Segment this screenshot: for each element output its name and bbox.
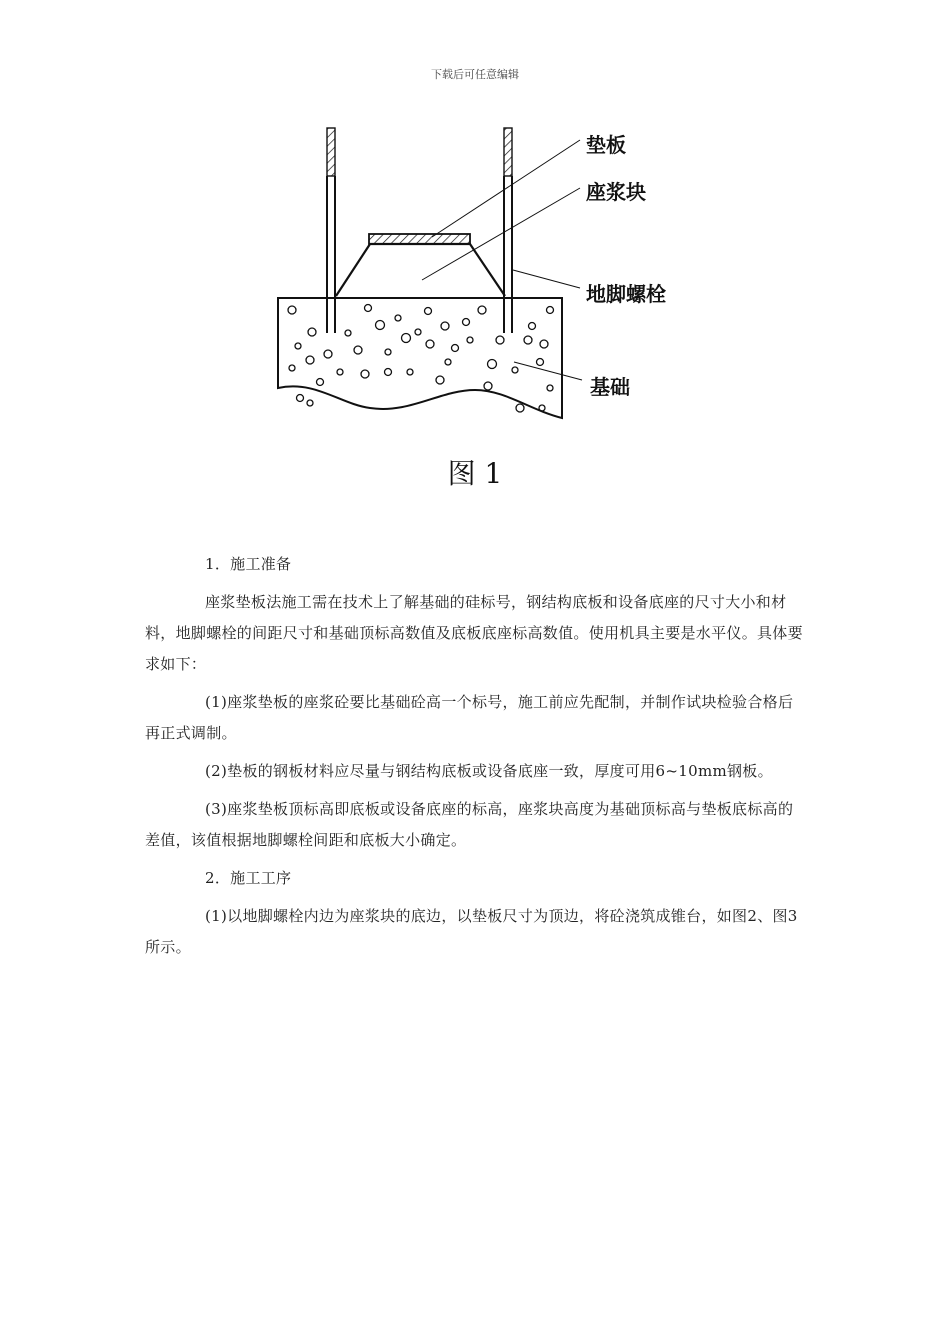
leader-foundation [514, 362, 582, 380]
leader-anchor-bolt [513, 270, 580, 288]
pad-plate [369, 234, 470, 244]
figure-caption: 图 1 [447, 457, 503, 490]
body-text [145, 549, 805, 970]
section-1-item-2: (2)垫板的钢板材料应尽量与钢结构底板或设备底座一致，厚度可用6~10mm钢板。 [205, 762, 773, 780]
label-grout-block: 座浆块 [586, 180, 646, 204]
label-pad: 垫板 [586, 133, 626, 157]
section-2-item-1: (1)以地脚螺栓内边为座浆块的底边，以垫板尺寸为顶边，将砼浇筑成锥台，如图2、图3所示。 [145, 907, 798, 956]
section-1-title: 1．施工准备 [205, 555, 292, 573]
label-anchor-bolt: 地脚螺栓 [586, 282, 666, 306]
grout-block [336, 244, 505, 296]
section-2-title: 2．施工工序 [205, 869, 292, 887]
page-header: 下载后可任意编辑 [431, 68, 519, 81]
foundation-block [278, 298, 562, 418]
figure-1 [270, 118, 690, 428]
anchor-bolt-left [327, 128, 335, 333]
section-1-paragraph: 座浆垫板法施工需在技术上了解基础的硅标号，钢结构底板和设备底座的尺寸大小和材料，地脚螺栓的间距尺寸和基础顶标高数值及底板底座标高数值。使用机具主要是水平仪。具体要求如下： [145, 593, 803, 673]
section-1-item-3: (3)座浆垫板顶标高即底板或设备底座的标高，座浆块高度为基础顶标高与垫板底标高的差值，该值根据地脚螺栓间距和底板大小确定。 [145, 800, 794, 849]
section-1-item-1: (1)座浆垫板的座浆砼要比基础砼高一个标号，施工前应先配制，并制作试块检验合格后再正式调制。 [145, 693, 794, 742]
label-foundation: 基础 [590, 375, 630, 399]
